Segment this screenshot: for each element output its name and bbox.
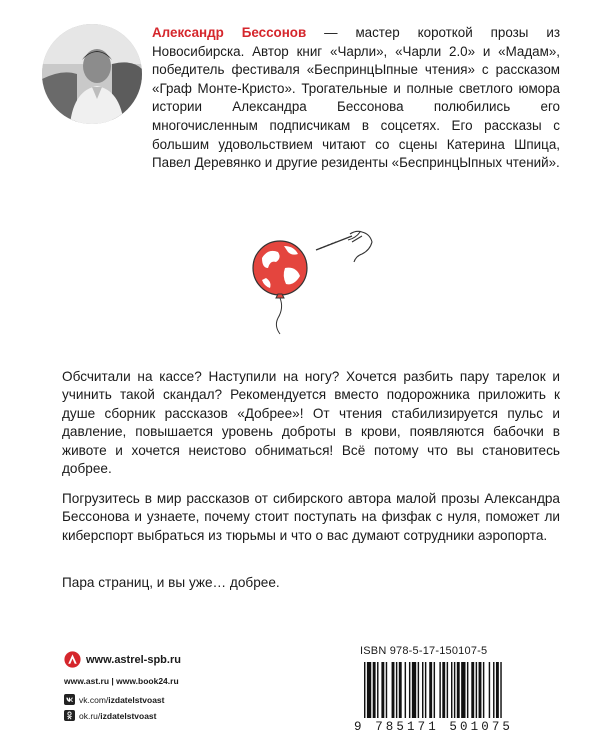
barcode-bar [457,662,460,718]
bio-text: — мастер короткой прозы из Новосибирска. Автор книг «Чарли», «Чарли 2.0» и «Мадам», победитель фестиваля «БеспринцЫпные чтения» с рассказом «Граф Монте-Кристо». Трогательные и полные светлого юмора истории Александра Бессонова полюбились его многочисленным подписчикам в соцсетях. Его рассказы с большим удовольствием читают со сцены Катерина Шпица, Павел Деревянко и другие резиденты «БеспринцЫпных чтений». [152,25,560,171]
barcode-bar [467,662,468,718]
barcode-bar [439,662,440,718]
barcode-bar [451,662,452,718]
barcode-bar [405,662,406,718]
astrel-logo-icon [64,651,81,668]
barcode-bar [377,662,378,718]
barcode-bar [429,662,432,718]
author-bio [152,24,560,173]
barcode-bar [496,662,499,718]
publisher-main-site[interactable]: www.astrel-spb.ru [86,653,181,666]
barcode-bar [364,662,365,718]
vk-icon [64,694,75,705]
barcode-bar [434,662,435,718]
barcode-bar [399,662,402,718]
balloon-globe-icon [253,241,307,334]
barcode-bar [471,662,474,718]
vk-link[interactable] [64,694,165,705]
barcode-bar [418,662,419,718]
barcode-bar [479,662,482,718]
barcode-bar [447,662,448,718]
author-name: Александр Бессонов [152,25,307,40]
barcode-bar [396,662,397,718]
barcode-bar [500,662,501,718]
barcode-bar [425,662,426,718]
barcode-bar [489,662,490,718]
vk-handle: izdatelstvoast [108,694,165,705]
barcode-bar [461,662,465,718]
barcode-bar [412,662,416,718]
hand-with-pin-icon [316,231,372,262]
barcode-bar [386,662,387,718]
barcode-digits: 9 785171 501075 [354,720,514,734]
isbn-barcode [354,662,564,720]
publisher-logo-row [64,651,181,668]
barcode-bar [483,662,484,718]
author-photo [42,24,142,124]
barcode-bar [476,662,477,718]
barcode-bar [381,662,384,718]
barcode-bar [493,662,494,718]
barcode-bar [422,662,423,718]
description-paragraph-1: Обсчитали на кассе? Наступили на ногу? Хочется разбить пару тарелок и учинить такой скандал? Рекомендуется вместо подорожника приложить к душе сборник рассказов «Добрее»! От чтения стабилизируется пульс и давление, повышается уровень доброты в крови, появляются бабочки в животе и хочется неистово обниматься! Всё потому что вы становитесь добрее. [62,369,560,477]
barcode-bar [373,662,376,718]
ok-handle: izdatelstvoast [100,710,157,721]
ok-link[interactable] [64,710,156,721]
barcode-bar [442,662,445,718]
ok-prefix: ok.ru/ [79,710,101,721]
isbn-label: ISBN 978-5-17-150107-5 [360,645,488,657]
description-paragraph-2: Погрузитесь в мир рассказов от сибирского автора малой прозы Александра Бессонова и узнаете, почему стоит поступать на физфак с нуля, поможет ли киберспорт выбраться из тюрьмы и что о вас думают сотрудники аэропорта. [62,491,560,543]
barcode-bar [392,662,395,718]
publisher-sites[interactable]: www.ast.ru | www.book24.ru [64,676,179,686]
balloon-illustration [240,228,380,336]
vk-prefix: vk.com/ [79,694,109,705]
ok-icon [64,710,75,721]
barcode-bar [454,662,455,718]
barcode-bar [409,662,410,718]
barcode-bar [367,662,371,718]
description-paragraph-3: Пара страниц, и вы уже… добрее. [62,575,280,590]
